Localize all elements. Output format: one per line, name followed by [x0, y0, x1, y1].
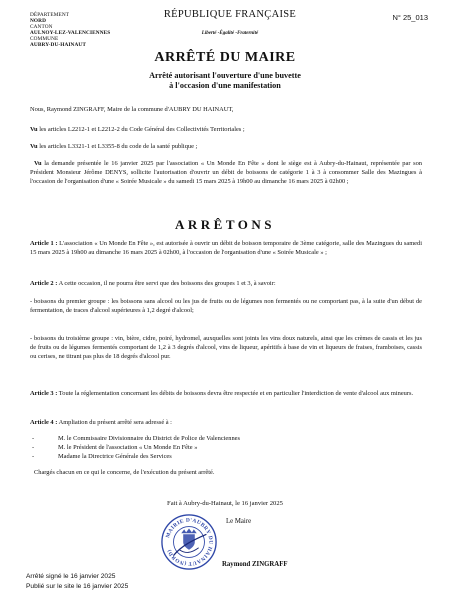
article-lead: Article 3 :: [30, 390, 58, 397]
article-text: A cette occasion, il ne pourra être servi que des boissons des groupes 1 et 3, à savoir:: [57, 280, 276, 287]
article-lead: Article 2 :: [30, 280, 58, 287]
group-3-paragraph: - boissons du troisième groupe : vin, bière, cidre, poiré, hydromel, auxquelles sont joints les vins doux naturels, ainsi que les crèmes de cassis et les jus de fruits ou de légumes fermentés comportant de 1,2 à 3 degrés d'alcool, vins de liqueur, apéritifs à base de vin et liqueurs de fraises, framboises, cassis ou cerises, ne titrant pas plus de 18 degrés d'alcool pur.: [30, 335, 422, 360]
article-4: [30, 419, 422, 428]
page-title: ARRÊTÉ DU MAIRE: [154, 50, 296, 65]
header-line: AUBRY-DU-HAINAUT: [30, 42, 86, 49]
article-lead: Article 1 :: [30, 240, 58, 247]
list-item: - M. le Président de l'association « Un Monde En Fête »: [30, 443, 422, 452]
group-1-paragraph: - boissons du premier groupe : les boissons sans alcool ou les jus de fruits ou de légumes non fermentés ou ne comportant pas, à la suite d'un début de fermentation, de traces d'alcool supérieures à 1,2 degré d'alcool;: [30, 298, 422, 314]
mairie-stamp: [160, 513, 218, 571]
signatory-name: Raymond ZINGRAFF: [222, 561, 288, 568]
republic-motto: Liberté -Égalité -Fraternité: [201, 31, 259, 36]
vu-text: les articles L2212-1 et L2212-2 du Code Général des Collectivités Territoriales ;: [37, 126, 245, 133]
vu-text: les articles L3321-1 et L3355-8 du code de la santé publique ;: [37, 143, 198, 150]
page-subtitle: [80, 71, 370, 91]
footer-signed: Arrêté signé le 16 janvier 2025: [26, 573, 116, 580]
place-date: Fait à Aubry-du-Hainaut, le 16 janvier 2025: [167, 500, 283, 507]
article-3: [30, 390, 422, 399]
vu-paragraph: [30, 160, 422, 186]
header-line: COMMUNE: [30, 36, 59, 43]
subtitle-line: à l'occasion d'une manifestation: [169, 81, 281, 90]
header-line: AULNOY-LEZ-VALENCIENNES: [30, 30, 111, 37]
signatory-role: Le Maire: [226, 518, 252, 525]
article-lead: Article 4 :: [30, 419, 58, 426]
recipient-list: [30, 434, 422, 461]
article-1: [30, 240, 422, 258]
vu-lead: Vu: [34, 160, 42, 167]
article-2: [30, 280, 422, 289]
article-text: Toute la réglementation concernant les débits de boissons devra être respectée et en particulier l'interdiction de vente d'alcool aux mineurs.: [57, 390, 414, 397]
list-item: - Madame la Directrice Générale des Services: [30, 452, 422, 461]
vu-lead: Vu: [30, 126, 38, 133]
header-line: NORD: [30, 18, 46, 25]
vu-text: la demande présentée le 16 janvier 2025 par l'association « Un Monde En Fête » dont le siège est à Aubry-du-Hainaut, représentée par son Président Monsieur Jérôme DENYS, sollicite l'autorisation d'ouvrir un débit de boissons de catégorie 1 à 3 à consommer Salle des Mazingues à l'occasion de l'organisation d'une « Soirée Musicale » du samedi 15 mars 2025 à 19h00 au dimanche 16 mars 2025 à 02h00 ;: [30, 160, 422, 185]
subtitle-line: Arrêté autorisant l'ouverture d'une buvette: [149, 71, 301, 80]
svg-text:MAIRIE D'AUBRY DU HAINAUT (NOR: MAIRIE D'AUBRY DU HAINAUT (NORD): [165, 517, 214, 567]
article-text: Ampliation du présent arrêté sera adressé à :: [57, 419, 172, 426]
header-line: CANTON: [30, 24, 53, 31]
footer-published: Publié sur le site le 16 janvier 2025: [26, 583, 129, 590]
closing-paragraph: Chargés chacun en ce qui le concerne, de l'exécution du présent arrêté.: [34, 469, 215, 476]
intro-paragraph: Nous, Raymond ZINGRAFF, Maire de la commune d'AUBRY DU HAINAUT,: [30, 106, 234, 113]
article-text: L'association « Un Monde En Fête », est autorisée à ouvrir un débit de boisson temporaire de 3ème catégorie, salle des Mazingues du samedi 15 mars 2025 à 19h00 au dimanche 16 mars 2025 à 02h00, à l'occasion de l'organisation d'une « Soirée Musicale » ;: [30, 240, 422, 256]
vu-lead: Vu: [30, 143, 38, 150]
vu-paragraph: [30, 143, 422, 152]
list-item: - M. le Commissaire Divisionnaire du District de Police de Valenciennes: [30, 434, 422, 443]
administrative-header: [30, 12, 170, 49]
header-line: DÉPARTEMENT: [30, 12, 70, 18]
arretons-heading: ARRÊTONS: [174, 217, 275, 232]
republic-title: RÉPUBLIQUE FRANÇAISE: [163, 9, 297, 20]
decree-number: N° 25_013: [392, 13, 428, 22]
vu-paragraph: [30, 126, 422, 135]
